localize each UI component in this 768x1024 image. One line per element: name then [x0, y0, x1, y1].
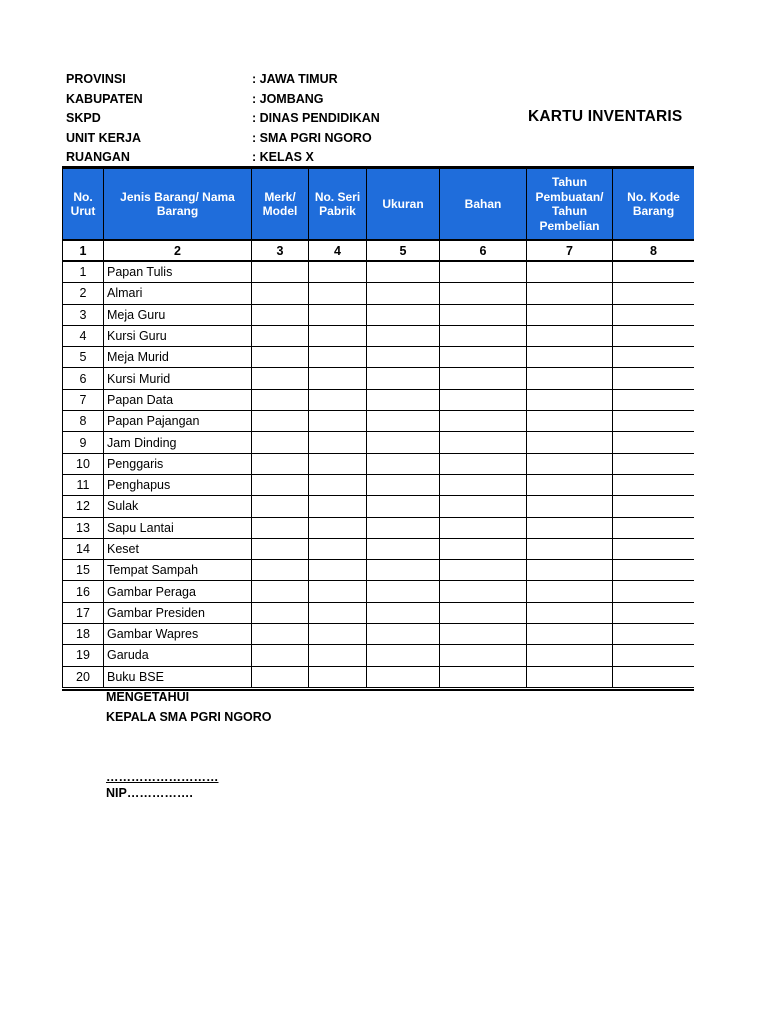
- table-row: [63, 624, 695, 645]
- empty-cell: [252, 347, 309, 368]
- row-number: 18: [63, 624, 104, 645]
- empty-cell: [527, 517, 613, 538]
- row-number: 3: [63, 304, 104, 325]
- column-header-row: [63, 169, 695, 241]
- row-number: 2: [63, 283, 104, 304]
- empty-cell: [252, 602, 309, 623]
- item-name: Gambar Presiden: [104, 602, 252, 623]
- empty-cell: [527, 283, 613, 304]
- empty-cell: [527, 325, 613, 346]
- ruangan-label: RUANGAN: [66, 150, 130, 164]
- row-number: 9: [63, 432, 104, 453]
- empty-cell: [367, 538, 440, 559]
- empty-cell: [527, 474, 613, 495]
- kabupaten-value: : JOMBANG: [252, 91, 324, 106]
- row-number: 12: [63, 496, 104, 517]
- empty-cell: [367, 645, 440, 666]
- empty-cell: [613, 347, 695, 368]
- table-row: [63, 560, 695, 581]
- empty-cell: [309, 453, 367, 474]
- empty-cell: [309, 560, 367, 581]
- col-number: 2: [104, 240, 252, 261]
- table-row: [63, 474, 695, 495]
- unit-kerja-label: UNIT KERJA: [66, 130, 142, 145]
- col-number: 7: [527, 240, 613, 261]
- empty-cell: [309, 389, 367, 410]
- empty-cell: [613, 666, 695, 687]
- empty-cell: [527, 261, 613, 283]
- empty-cell: [367, 283, 440, 304]
- empty-cell: [613, 389, 695, 410]
- inventory-table: [62, 168, 694, 688]
- empty-cell: [367, 368, 440, 389]
- empty-cell: [527, 538, 613, 559]
- empty-cell: [367, 432, 440, 453]
- col-header-no-kode: No. Kode Barang: [613, 169, 695, 241]
- empty-cell: [440, 602, 527, 623]
- row-number: 8: [63, 411, 104, 432]
- empty-cell: [252, 304, 309, 325]
- empty-cell: [613, 411, 695, 432]
- empty-cell: [613, 538, 695, 559]
- row-number: 1: [63, 261, 104, 283]
- item-name: Gambar Wapres: [104, 624, 252, 645]
- empty-cell: [252, 624, 309, 645]
- signature-line: ………………………: [106, 770, 219, 784]
- empty-cell: [367, 474, 440, 495]
- empty-cell: [367, 261, 440, 283]
- row-number: 13: [63, 517, 104, 538]
- provinsi-value: : JAWA TIMUR: [252, 72, 338, 86]
- row-number: 14: [63, 538, 104, 559]
- empty-cell: [309, 645, 367, 666]
- table-row: [63, 517, 695, 538]
- item-name: Sapu Lantai: [104, 517, 252, 538]
- empty-cell: [367, 666, 440, 687]
- empty-cell: [527, 645, 613, 666]
- empty-cell: [367, 304, 440, 325]
- item-name: Papan Tulis: [104, 261, 252, 283]
- empty-cell: [440, 368, 527, 389]
- empty-cell: [527, 432, 613, 453]
- skpd-value: : DINAS PENDIDIKAN: [252, 111, 380, 125]
- empty-cell: [527, 560, 613, 581]
- table-row: [63, 538, 695, 559]
- column-number-row: [63, 240, 695, 261]
- empty-cell: [613, 517, 695, 538]
- empty-cell: [440, 645, 527, 666]
- empty-cell: [440, 389, 527, 410]
- col-number: 5: [367, 240, 440, 261]
- col-header-no-urut: No. Urut: [63, 169, 104, 241]
- col-header-bahan: Bahan: [440, 169, 527, 241]
- col-header-tahun: Tahun Pembuatan/ Tahun Pembelian: [527, 169, 613, 241]
- empty-cell: [367, 560, 440, 581]
- empty-cell: [367, 325, 440, 346]
- empty-cell: [613, 432, 695, 453]
- empty-cell: [440, 538, 527, 559]
- item-name: Keset: [104, 538, 252, 559]
- inventory-table-container: [62, 166, 694, 691]
- item-name: Gambar Peraga: [104, 581, 252, 602]
- empty-cell: [252, 411, 309, 432]
- item-name: Almari: [104, 283, 252, 304]
- empty-cell: [309, 474, 367, 495]
- empty-cell: [309, 432, 367, 453]
- item-name: Tempat Sampah: [104, 560, 252, 581]
- empty-cell: [309, 325, 367, 346]
- empty-cell: [309, 624, 367, 645]
- empty-cell: [309, 602, 367, 623]
- item-name: Sulak: [104, 496, 252, 517]
- empty-cell: [252, 581, 309, 602]
- empty-cell: [527, 581, 613, 602]
- row-number: 20: [63, 666, 104, 687]
- empty-cell: [613, 560, 695, 581]
- skpd-label: SKPD: [66, 111, 101, 125]
- empty-cell: [613, 325, 695, 346]
- empty-cell: [440, 666, 527, 687]
- row-number: 16: [63, 581, 104, 602]
- col-header-ukuran: Ukuran: [367, 169, 440, 241]
- empty-cell: [613, 283, 695, 304]
- empty-cell: [440, 304, 527, 325]
- empty-cell: [367, 411, 440, 432]
- empty-cell: [440, 432, 527, 453]
- col-number: 6: [440, 240, 527, 261]
- row-number: 7: [63, 389, 104, 410]
- empty-cell: [527, 496, 613, 517]
- empty-cell: [309, 496, 367, 517]
- empty-cell: [252, 283, 309, 304]
- row-number: 5: [63, 347, 104, 368]
- empty-cell: [252, 368, 309, 389]
- col-number: 4: [309, 240, 367, 261]
- table-row: [63, 325, 695, 346]
- empty-cell: [440, 581, 527, 602]
- table-row: [63, 411, 695, 432]
- empty-cell: [252, 325, 309, 346]
- empty-cell: [440, 283, 527, 304]
- empty-cell: [367, 602, 440, 623]
- empty-cell: [309, 261, 367, 283]
- nip-label: NIP…………….: [106, 786, 193, 800]
- empty-cell: [527, 368, 613, 389]
- empty-cell: [527, 624, 613, 645]
- empty-cell: [252, 666, 309, 687]
- approval-heading: MENGETAHUI: [106, 690, 190, 704]
- ruangan-value: : KELAS X: [252, 150, 314, 164]
- col-header-merk-model: Merk/ Model: [252, 169, 309, 241]
- table-row: [63, 453, 695, 474]
- empty-cell: [613, 368, 695, 389]
- row-number: 11: [63, 474, 104, 495]
- empty-cell: [252, 645, 309, 666]
- empty-cell: [613, 261, 695, 283]
- inventory-rows: [63, 261, 695, 687]
- table-row: [63, 496, 695, 517]
- empty-cell: [527, 347, 613, 368]
- document-title: KARTU INVENTARIS: [528, 108, 683, 125]
- kabupaten-label: KABUPATEN: [66, 91, 143, 106]
- item-name: Papan Data: [104, 389, 252, 410]
- empty-cell: [252, 560, 309, 581]
- empty-cell: [309, 304, 367, 325]
- empty-cell: [613, 645, 695, 666]
- col-number: 8: [613, 240, 695, 261]
- empty-cell: [309, 581, 367, 602]
- col-number: 3: [252, 240, 309, 261]
- item-name: Penggaris: [104, 453, 252, 474]
- empty-cell: [440, 624, 527, 645]
- row-number: 15: [63, 560, 104, 581]
- col-header-jenis-barang: Jenis Barang/ Nama Barang: [104, 169, 252, 241]
- empty-cell: [309, 411, 367, 432]
- empty-cell: [613, 453, 695, 474]
- empty-cell: [309, 347, 367, 368]
- item-name: Kursi Murid: [104, 368, 252, 389]
- provinsi-label: PROVINSI: [66, 72, 126, 86]
- empty-cell: [309, 666, 367, 687]
- empty-cell: [252, 496, 309, 517]
- empty-cell: [613, 624, 695, 645]
- empty-cell: [252, 389, 309, 410]
- table-row: [63, 389, 695, 410]
- row-number: 10: [63, 453, 104, 474]
- empty-cell: [309, 368, 367, 389]
- empty-cell: [613, 581, 695, 602]
- unit-kerja-value: : SMA PGRI NGORO: [252, 130, 372, 145]
- table-row: [63, 432, 695, 453]
- empty-cell: [527, 411, 613, 432]
- empty-cell: [252, 474, 309, 495]
- empty-cell: [613, 496, 695, 517]
- empty-cell: [440, 496, 527, 517]
- empty-cell: [367, 496, 440, 517]
- item-name: Kursi Guru: [104, 325, 252, 346]
- empty-cell: [440, 347, 527, 368]
- empty-cell: [252, 517, 309, 538]
- empty-cell: [440, 261, 527, 283]
- empty-cell: [367, 624, 440, 645]
- item-name: Meja Guru: [104, 304, 252, 325]
- empty-cell: [440, 325, 527, 346]
- empty-cell: [367, 453, 440, 474]
- col-header-no-seri: No. Seri Pabrik: [309, 169, 367, 241]
- empty-cell: [527, 666, 613, 687]
- empty-cell: [309, 283, 367, 304]
- table-row: [63, 666, 695, 687]
- empty-cell: [367, 389, 440, 410]
- empty-cell: [613, 602, 695, 623]
- table-row: [63, 347, 695, 368]
- empty-cell: [440, 411, 527, 432]
- item-name: Papan Pajangan: [104, 411, 252, 432]
- table-row: [63, 283, 695, 304]
- table-row: [63, 261, 695, 283]
- row-number: 17: [63, 602, 104, 623]
- empty-cell: [252, 432, 309, 453]
- empty-cell: [367, 347, 440, 368]
- empty-cell: [613, 474, 695, 495]
- table-row: [63, 581, 695, 602]
- item-name: Jam Dinding: [104, 432, 252, 453]
- approval-block: [106, 687, 272, 727]
- row-number: 4: [63, 325, 104, 346]
- table-row: [63, 368, 695, 389]
- empty-cell: [440, 560, 527, 581]
- approver-title: KEPALA SMA PGRI NGORO: [106, 710, 272, 724]
- empty-cell: [252, 261, 309, 283]
- empty-cell: [252, 538, 309, 559]
- row-number: 19: [63, 645, 104, 666]
- table-row: [63, 645, 695, 666]
- item-name: Penghapus: [104, 474, 252, 495]
- empty-cell: [613, 304, 695, 325]
- empty-cell: [252, 453, 309, 474]
- empty-cell: [367, 581, 440, 602]
- empty-cell: [440, 474, 527, 495]
- table-row: [63, 304, 695, 325]
- empty-cell: [527, 304, 613, 325]
- empty-cell: [367, 517, 440, 538]
- empty-cell: [527, 453, 613, 474]
- empty-cell: [309, 538, 367, 559]
- empty-cell: [440, 453, 527, 474]
- empty-cell: [309, 517, 367, 538]
- empty-cell: [527, 389, 613, 410]
- item-name: Buku BSE: [104, 666, 252, 687]
- item-name: Garuda: [104, 645, 252, 666]
- item-name: Meja Murid: [104, 347, 252, 368]
- empty-cell: [527, 602, 613, 623]
- row-number: 6: [63, 368, 104, 389]
- col-number: 1: [63, 240, 104, 261]
- empty-cell: [440, 517, 527, 538]
- table-row: [63, 602, 695, 623]
